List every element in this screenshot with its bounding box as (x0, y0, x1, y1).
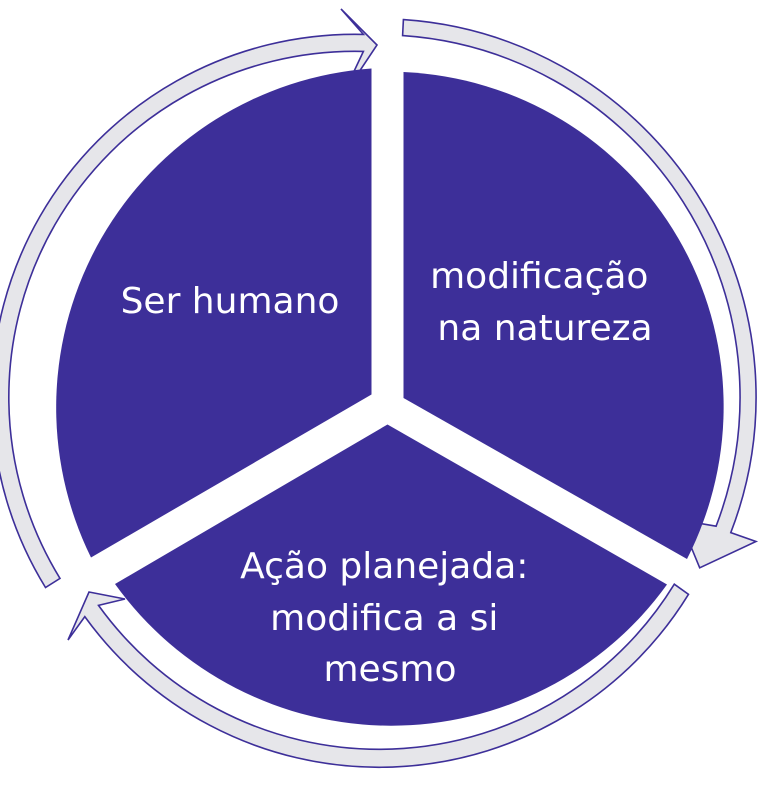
label-modificacao-natureza: modificação na natureza (430, 256, 653, 349)
label-acao-planejada: Ação planejada: modifica a si mesmo (240, 546, 529, 690)
label-ser-humano: Ser humano (120, 281, 340, 322)
